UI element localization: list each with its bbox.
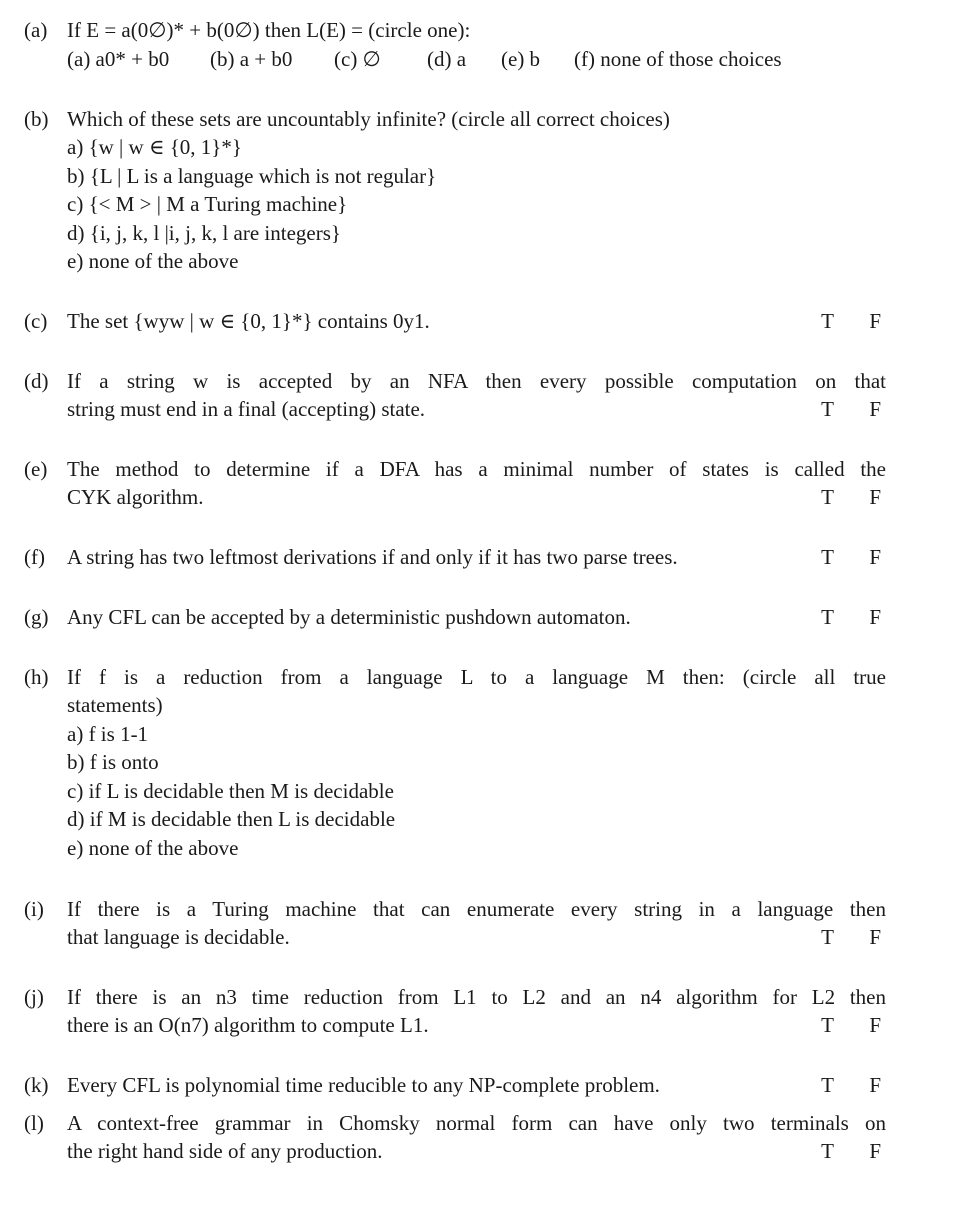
question-stem-line-1: If a string w is accepted by an NFA then every possible computation on that: [67, 369, 886, 393]
question-label: (l): [24, 1111, 44, 1135]
true-option[interactable]: T: [821, 1139, 834, 1163]
question-label: (d): [24, 369, 49, 393]
false-option[interactable]: F: [869, 485, 881, 509]
question-label: (a): [24, 18, 48, 42]
true-option[interactable]: T: [821, 1073, 834, 1097]
choice-b[interactable]: b) {L | L is a language which is not regular}: [67, 164, 437, 188]
question-label: (j): [24, 985, 44, 1009]
question-stem: Every CFL is polynomial time reducible to any NP-complete problem.: [67, 1073, 660, 1097]
question-stem: If E = a(0∅)* + b(0∅) then L(E) = (circle one):: [67, 18, 471, 42]
choice-e[interactable]: e) none of the above: [67, 249, 239, 273]
question-stem: The set {wyw | w ∈ {0, 1}*} contains 0y1.: [67, 309, 430, 333]
question-stem: Which of these sets are uncountably infinite? (circle all correct choices): [67, 107, 670, 131]
choice-c[interactable]: c) {< M > | M a Turing machine}: [67, 192, 348, 216]
question-label: (b): [24, 107, 49, 131]
choice-b[interactable]: b) f is onto: [67, 750, 159, 774]
question-stem: A string has two leftmost derivations if and only if it has two parse trees.: [67, 545, 678, 569]
question-stem: Any CFL can be accepted by a deterministic pushdown automaton.: [67, 605, 631, 629]
false-option[interactable]: F: [869, 1013, 881, 1037]
false-option[interactable]: F: [869, 605, 881, 629]
true-option[interactable]: T: [821, 545, 834, 569]
question-label: (h): [24, 665, 49, 689]
false-option[interactable]: F: [869, 397, 881, 421]
choice-e[interactable]: e) none of the above: [67, 836, 239, 860]
question-stem-line-1: If there is a Turing machine that can enumerate every string in a language then: [67, 897, 886, 921]
question-label: (c): [24, 309, 48, 333]
false-option[interactable]: F: [869, 925, 881, 949]
choice-f[interactable]: (f) none of those choices: [574, 47, 782, 71]
choice-c[interactable]: (c) ∅: [334, 47, 381, 71]
question-stem-line-2: statements): [67, 693, 163, 717]
true-option[interactable]: T: [821, 925, 834, 949]
question-stem-line-1: If there is an n3 time reduction from L1 to L2 and an n4 algorithm for L2 then: [67, 985, 886, 1009]
false-option[interactable]: F: [869, 1139, 881, 1163]
choice-c[interactable]: c) if L is decidable then M is decidable: [67, 779, 394, 803]
true-option[interactable]: T: [821, 485, 834, 509]
question-stem-line-2: that language is decidable.: [67, 925, 290, 949]
false-option[interactable]: F: [869, 309, 881, 333]
true-option[interactable]: T: [821, 309, 834, 333]
false-option[interactable]: F: [869, 545, 881, 569]
question-label: (f): [24, 545, 45, 569]
choice-d[interactable]: d) {i, j, k, l |i, j, k, l are integers}: [67, 221, 341, 245]
choice-b[interactable]: (b) a + b0: [210, 47, 293, 71]
question-stem-line-2: string must end in a final (accepting) state.: [67, 397, 426, 421]
true-option[interactable]: T: [821, 397, 834, 421]
choice-a[interactable]: a) {w | w ∈ {0, 1}*}: [67, 135, 242, 159]
false-option[interactable]: F: [869, 1073, 881, 1097]
question-label: (k): [24, 1073, 49, 1097]
choice-a[interactable]: a) f is 1-1: [67, 722, 149, 746]
question-stem-line-2: the right hand side of any production.: [67, 1139, 383, 1163]
choice-a[interactable]: (a) a0* + b0: [67, 47, 170, 71]
question-stem-line-1: A context-free grammar in Chomsky normal form can have only two terminals on: [67, 1111, 886, 1135]
question-label: (g): [24, 605, 49, 629]
question-label: (e): [24, 457, 48, 481]
choice-d[interactable]: d) if M is decidable then L is decidable: [67, 807, 396, 831]
choice-d[interactable]: (d) a: [427, 47, 467, 71]
choice-e[interactable]: (e) b: [501, 47, 541, 71]
question-stem-line-1: The method to determine if a DFA has a minimal number of states is called the: [67, 457, 886, 481]
question-stem-line-2: there is an O(n7) algorithm to compute L1.: [67, 1013, 429, 1037]
true-option[interactable]: T: [821, 1013, 834, 1037]
question-label: (i): [24, 897, 44, 921]
question-stem-line-1: If f is a reduction from a language L to a language M then: (circle all true: [67, 665, 886, 689]
question-stem-line-2: CYK algorithm.: [67, 485, 204, 509]
true-option[interactable]: T: [821, 605, 834, 629]
